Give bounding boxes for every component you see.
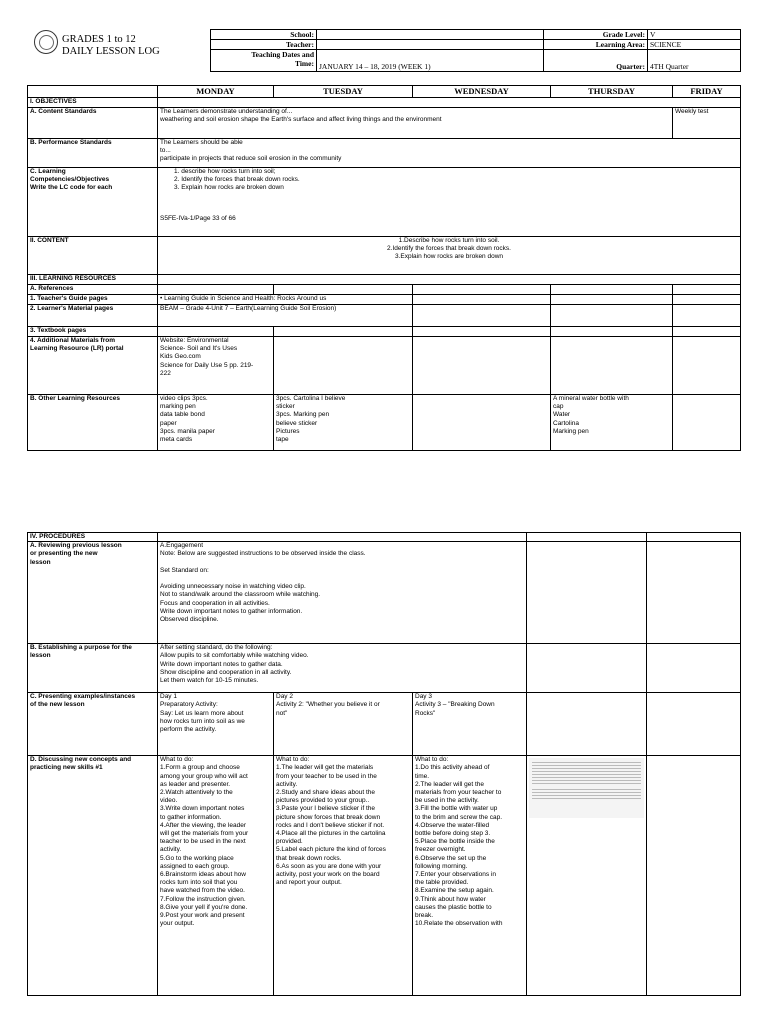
content-label: II. CONTENT xyxy=(28,237,158,275)
reviewing-lesson-label: A. Reviewing previous lesson or presenting the new lesson xyxy=(28,542,158,644)
performance-standards-text: The Learners should be able to... participate in projects that reduce soil erosion in the community xyxy=(158,139,741,168)
performance-standards-label: B. Performance Standards xyxy=(28,139,158,168)
discussing-monday: What to do: 1.Form a group and choose among your group who will act as leader and presenter. 2.Watch attentively to the video. 3.Write down important notes to gather information. 4.After the viewing, the leader will get the materials from your teacher to be used in the next activity. 5.Go to the working place assigned to each group. 6.Brainstorm ideas about how rocks turn into soil that you have watched from the video. 7.Follow the instruction given. 8.Give your yell if you're done. 9.Post your work and present your output. xyxy=(158,756,274,996)
references-label: A. References xyxy=(28,285,158,295)
objectives-heading: I. OBJECTIVES xyxy=(28,98,158,108)
grade-label: Grade Level: xyxy=(544,30,648,40)
learning-competencies-code: S5FE-IVa-1/Page 33 of 66 xyxy=(160,214,236,222)
learners-material-text: BEAM – Grade 4-Unit 7 – Earth(Learning Guide Soil Erosion) xyxy=(158,305,413,327)
log-title: GRADES 1 to 12 DAILY LESSON LOG xyxy=(62,34,160,57)
other-resources-tuesday: 3pcs. Cartolina I believe sticker 3pcs. Marking pen believe sticker Pictures tape xyxy=(274,395,413,451)
content-standards-text: The Learners demonstrate understanding of... weathering and soil erosion shape the Earth's surface and affect living things and the environment xyxy=(158,108,673,139)
friday-weekly-test: Weekly test xyxy=(673,108,741,139)
header-table xyxy=(210,29,741,72)
resources-heading: III. LEARNING RESOURCES xyxy=(28,275,158,285)
learning-competencies-label: C. Learning Competencies/Objectives Write the LC code for each xyxy=(28,168,158,237)
additional-materials-label: 4. Additional Materials from Learning Resource (LR) portal xyxy=(28,337,158,395)
establishing-purpose-text: After setting standard, do the following: Allow pupils to sit comfortably while watching video. Write down important notes to gather data. Show discipline and cooperation in all activity. Let them watch for 10-15 minutes. xyxy=(158,644,527,693)
establishing-purpose-label: B. Establishing a purpose for the lesson xyxy=(28,644,158,693)
procedures-table xyxy=(27,532,741,996)
teacher-value xyxy=(317,40,544,50)
presenting-monday: Day 1 Preparatory Activity: Say: Let us learn more about how rocks turn into soil as we perform the activity. xyxy=(158,693,274,756)
quarter-value: 4TH Quarter xyxy=(648,50,741,72)
presenting-examples-label: C. Presenting examples/instances of the new lesson xyxy=(28,693,158,756)
grade-value: V xyxy=(648,30,741,40)
presenting-tuesday: Day 2 Activity 2: "Whether you believe it or not" xyxy=(274,693,413,756)
additional-materials-text: Website: Environmental Science- Soil and It's Uses Kids Geo.com Science for Daily Use 5 pp. 219- 222 xyxy=(158,337,274,395)
teachers-guide-text: • Learning Guide in Science and Health: Rocks Around us xyxy=(158,295,413,305)
content-standards-label: A. Content Standards xyxy=(28,108,158,139)
dates-value: JANUARY 14 – 18, 2019 (WEEK 1) xyxy=(317,50,544,72)
teacher-label: Teacher: xyxy=(211,40,317,50)
engagement-text: A.Engagement Note: Below are suggested instructions to be observed inside the class. Set Standard on: Avoiding unnecessary noise in watching video clip. Not to stand/walk around the classroom while watching. Focus and cooperation in all activities. Write down important notes to gather information. Observed discipline. xyxy=(158,542,527,644)
corner-cell xyxy=(28,86,158,98)
discussing-tuesday: What to do: 1.The leader will get the materials from your teacher to be used in the activity. 2.Study and share ideas about the pictures provided to your group.. 3.Paste your I believe sticker if the picture show forces that break down rocks and I don't believe sticker if not. 4.Place all the pictures in the cartolina provided. 5.Label each picture the kind of forces that break down rocks. 6.As soon as you are done with your activity, post your work on the board and report your output. xyxy=(274,756,413,996)
dates-label: Teaching Dates and Time: xyxy=(211,50,317,72)
area-label: Learning Area: xyxy=(544,40,648,50)
day-header-friday: FRIDAY xyxy=(673,86,741,98)
deped-seal-icon xyxy=(34,30,58,54)
other-resources-thursday: A mineral water bottle with cap Water Cartolina Marking pen xyxy=(551,395,673,451)
reading-excerpt-image xyxy=(529,758,644,818)
procedures-heading: IV. PROCEDURES xyxy=(28,533,158,542)
school-value xyxy=(317,30,544,40)
day-header-thursday: THURSDAY xyxy=(551,86,673,98)
lesson-table xyxy=(27,85,741,451)
textbook-label: 3. Textbook pages xyxy=(28,327,158,337)
presenting-wednesday: Day 3 Activity 3 – "Breaking Down Rocks" xyxy=(413,693,527,756)
discussing-concepts-label: D. Discussing new concepts and practicing new skills #1 xyxy=(28,756,158,996)
discussing-wednesday: What to do: 1.Do this activity ahead of time. 2.The leader will get the materials from your teacher to be used in the activity. 3.Fill the bottle with water up to the brim and screw the cap. 4.Observe the water-filled bottle before doing step 3. 5.Place the bottle inside the freezer overnight. 6.Observe the set up the following morning. 7.Enter your observations in the table provided. 8.Examine the setup again. 9.Think about how water causes the plastic bottle to break. 10.Relate the observation with xyxy=(413,756,527,996)
day-header-wednesday: WEDNESDAY xyxy=(413,86,551,98)
area-value: SCIENCE xyxy=(648,40,741,50)
other-resources-label: B. Other Learning Resources xyxy=(28,395,158,451)
day-header-monday: MONDAY xyxy=(158,86,274,98)
learners-material-label: 2. Learner's Material pages xyxy=(28,305,158,327)
day-header-tuesday: TUESDAY xyxy=(274,86,413,98)
thursday-reading-thumbnail xyxy=(527,756,647,996)
content-text: 1.Describe how rocks turn into soil. 2.Identify the forces that break down rocks. 3.Explain how rocks are broken down xyxy=(158,237,741,275)
other-resources-monday: video clips 3pcs. marking pen data table bond paper 3pcs. manila paper meta cards xyxy=(158,395,274,451)
quarter-label: Quarter: xyxy=(544,50,648,72)
learning-competencies-cell xyxy=(158,168,741,237)
learning-competencies-items: 1. describe how rocks turn into soil; 2. Identify the forces that break down rocks. 3. Explain how rocks are broken down xyxy=(174,168,300,192)
school-label: School: xyxy=(211,30,317,40)
teachers-guide-label: 1. Teacher's Guide pages xyxy=(28,295,158,305)
